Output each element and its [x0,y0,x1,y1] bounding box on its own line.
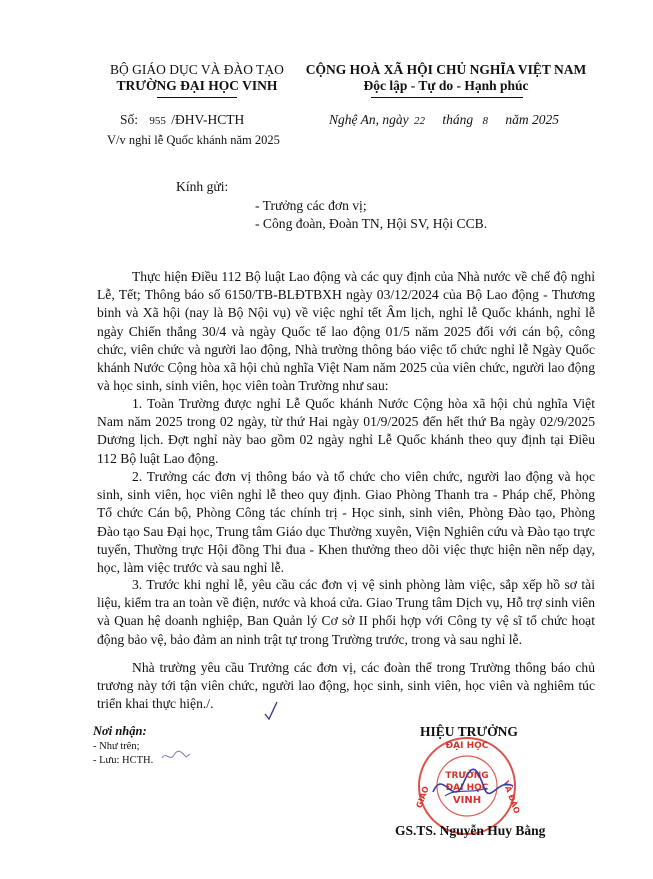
date-day: 22 [414,115,425,127]
doc-number-line [120,112,244,128]
national-motto: Độc lập - Tự do - Hạnh phúc [363,78,529,93]
seal-text-left: GIÁO [414,785,431,810]
seal-text-right: VÀ ĐÀO [501,779,522,815]
recipient-item: - Trưởng các đơn vị; [255,198,367,213]
seal-center-line-1: TRƯỜNG [445,771,489,781]
ministry-name: BỘ GIÁO DỤC VÀ ĐÀO TẠO [110,62,284,77]
body-paragraph-3: 3. Trước khi nghỉ lễ, yêu cầu các đơn vị vệ sinh phòng làm việc, sắp xếp hồ sơ tài liệu, kiểm tra an toàn về điện, nước và khoá cửa. Giao Trung tâm Dịch vụ, Hỗ trợ sinh viên và Quan hệ doanh nghiệp, Ban Quản lý Cơ sở II phối hợp với Công ty vệ sĩ tổ chức hoạt động bảo vệ, bảo đảm an ninh trật tự trong Trường trước, trong và sau nghỉ lễ. [97,577,595,647]
place-date-prefix: Nghệ An, ngày [329,112,409,127]
date-month-label: tháng [442,112,474,127]
seal-text-top: ĐẠI HỌC [445,741,489,751]
body-paragraph-1: 1. Toàn Trường được nghỉ Lễ Quốc khánh Nước Cộng hòa xã hội chủ nghĩa Việt Nam năm 2025 trong 02 ngày, từ thứ Hai ngày 01/9/2025 đến hết thứ Ba ngày 02/9/2025 Dương lịch. Đợt nghỉ này bao gồm 02 ngày nghỉ Lễ Quốc khánh theo quy định tại Điều 112 Bộ luật Lao động. [97,396,595,466]
body-paragraph-2: 2. Trưởng các đơn vị thông báo và tổ chức cho viên chức, người lao động và học sinh, sinh viên, học viên nghỉ lễ theo quy định. Giao Phòng Thanh tra - Pháp chế, Phòng Tổ chức Cán bộ, Phòng Công tác chính trị - Học sinh, sinh viên, Phòng Đào tạo, Phòng Đào tạo Sau Đại học, Trung tâm Giáo dục Thường xuyên, Viện Nghiên cứu và Đào tạo trực tuyến, Thường trực Hội đồng Thi đua - Khen thưởng theo dõi việc thực hiện nền nếp dạy, học, làm việc trước và sau nghỉ lễ. [97,469,595,576]
seal-center-line-2: ĐẠI HỌC [445,783,489,793]
university-name: TRƯỜNG ĐẠI HỌC VINH [116,78,278,93]
doc-number: 955 [149,115,166,127]
university-seal-icon [395,728,535,838]
signer-name: GS.TS. Nguyễn Huy Bằng [395,823,546,838]
place-date [329,112,559,128]
recipients-title: Nơi nhận: [93,724,147,738]
footer-recipient: - Như trên; [93,741,140,752]
check-mark-icon [262,700,280,722]
republic-name: CỘNG HOÀ XÃ HỘI CHỦ NGHĨA VIỆT NAM [305,62,587,77]
seal-center-line-3: VINH [452,795,482,806]
body-paragraph-intro: Thực hiện Điều 112 Bộ luật Lao động và các quy định của Nhà nước về chế độ nghỉ Lễ, Tết; Thông báo số 6150/TB-BLĐTBXH ngày 03/12/2024 của Bộ Lao động - Thương binh và Xã hội (nay là Bộ Nội vụ) về việc nghỉ tết Âm lịch, nghỉ lễ Quốc khánh, nghỉ lễ ngày Chiến thắng 30/4 và ngày Quốc tế lao động 01/5 năm 2025 đối với cán bộ, công chức, viên chức và người lao động, Nhà trường thông báo việc tổ chức nghỉ lễ Ngày Quốc khánh Nước Cộng hòa xã hội chủ nghĩa Việt Nam năm 2025 của viên chức, người lao động và học sinh, sinh viên, học viên toàn Trường như sau: [97,269,595,394]
motto-underline [371,97,523,98]
initial-scribble-icon [160,748,192,764]
date-month: 8 [482,115,489,127]
salutation: Kính gửi: [176,179,229,194]
doc-subject: V/v nghỉ lễ Quốc khánh năm 2025 [107,133,280,147]
footer-recipient: - Lưu: HCTH. [93,755,154,766]
doc-number-suffix: /ĐHV-HCTH [171,112,245,127]
signer-title: HIỆU TRƯỞNG [420,724,518,739]
university-underline [157,97,237,98]
date-year: năm 2025 [505,112,560,127]
recipient-item: - Công đoàn, Đoàn TN, Hội SV, Hội CCB. [255,216,488,231]
body-paragraph-closing: Nhà trường yêu cầu Trưởng các đơn vị, các đoàn thể trong Trường thông báo chủ trương này tới tận viên chức, người lao động, học sinh, sinh viên, học viên và nghiêm túc triển khai thực hiện./. [97,660,595,712]
doc-number-prefix: Số: [120,112,139,127]
